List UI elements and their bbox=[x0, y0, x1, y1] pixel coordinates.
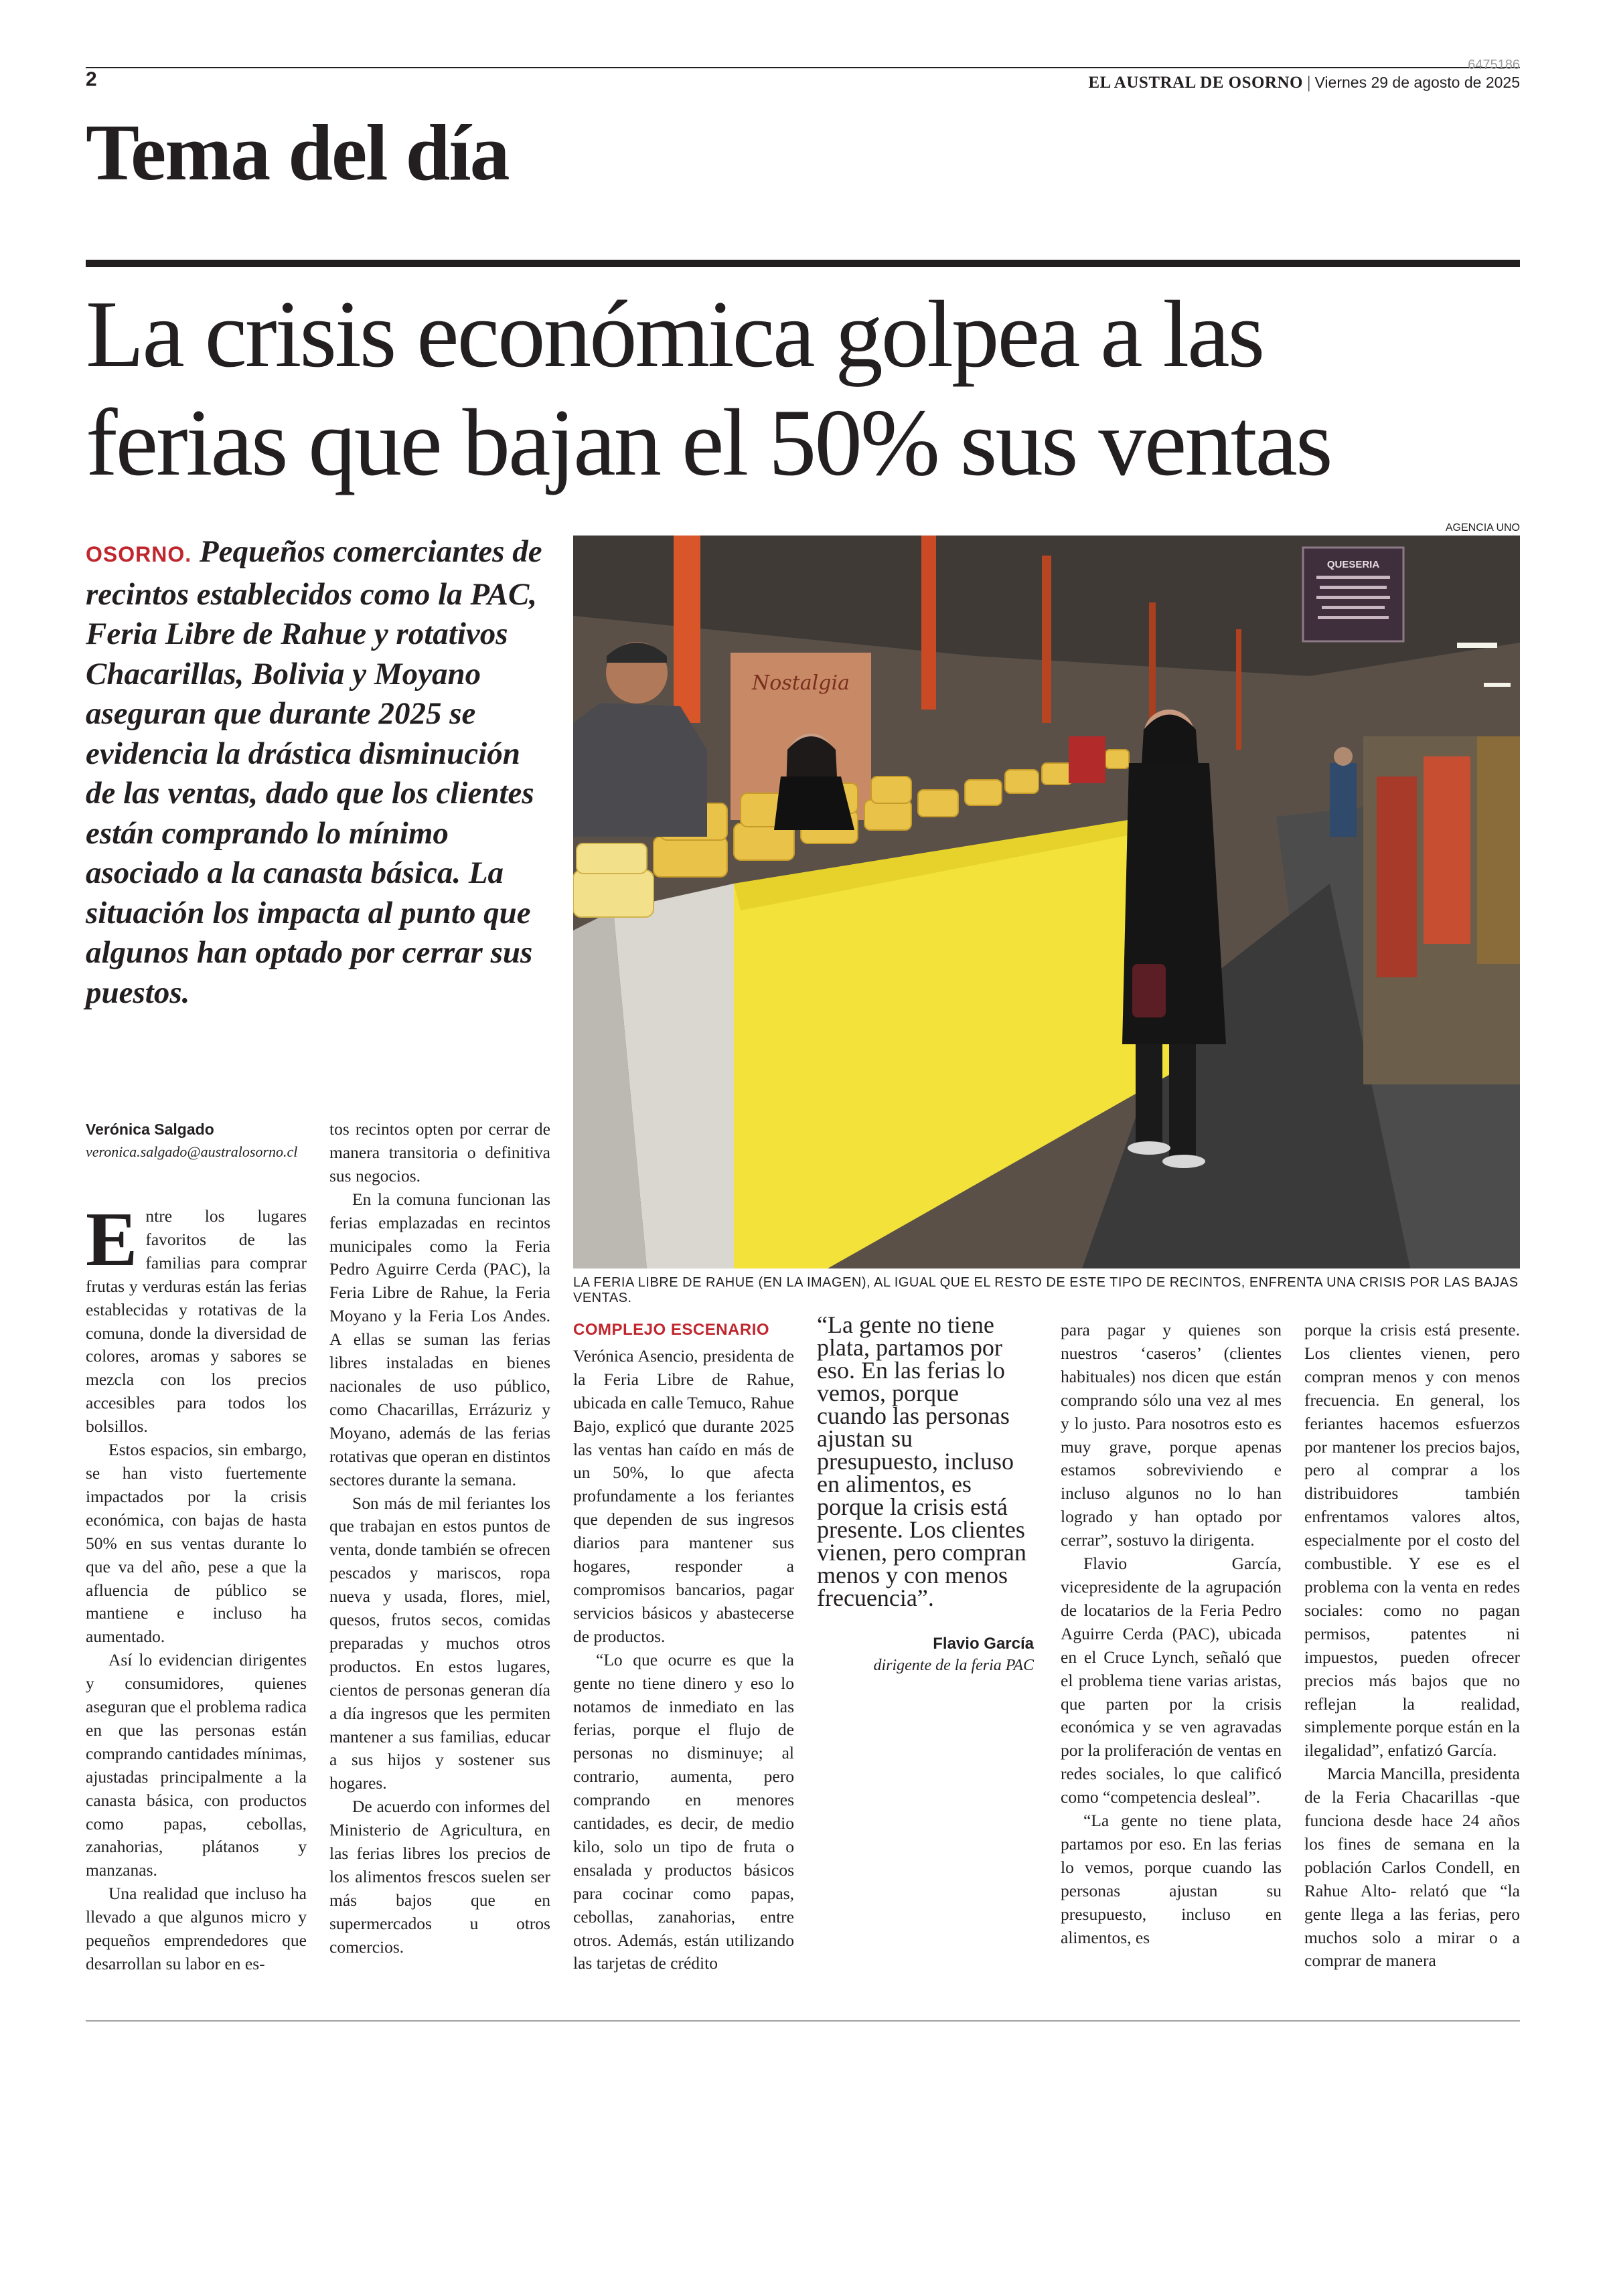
paragraph: Entre los lugares favoritos de las familias para comprar frutas y verduras están las ferias establecidas y rotativas de la comuna, donde la diversidad de colores, aromas y sabores se mezcla con los precios accesibles para todos los bolsillos. bbox=[86, 1197, 307, 1437]
pull-quote: “La gente no tiene plata, partamos por eso. En las ferias lo vemos, porque cuando las personas ajustan su presupuesto, incluso en alimentos, es porque la crisis está presente. Los clientes vienen, pero compran menos y con menos frecuencia”. bbox=[817, 1311, 1026, 1611]
paragraph: Son más de mil feriantes los que trabajan en estos puntos de venta, donde también se ofrecen pescados y mariscos, ropa nueva y usada, flores, miel, quesos, frutos secos, comidas preparadas y muchos otros productos. En estos lugares, cientos de personas generan día a día ingresos que les permiten mantener a sus familias, educar a sus hijos y sostener sus hogares. bbox=[329, 1493, 550, 1793]
market-photo bbox=[573, 536, 1520, 1268]
header-rule bbox=[86, 67, 1520, 68]
paragraph: De acuerdo con informes del Ministerio de Agricultura, en las ferias libres los precios de los alimentos frescos suelen ser más bajos que en supermercados u otros comercios. bbox=[329, 1797, 550, 1957]
paragraph: “La gente no tiene plata, partamos por eso. En las ferias lo vemos, porque cuando las personas ajustan su presupuesto, incluso en alimentos, es bbox=[1061, 1811, 1282, 1947]
headline bbox=[86, 280, 1532, 497]
paragraph: porque la crisis está presente. Los clientes vienen, pero compran menos y con menos frecuencia. En general, los feriantes hacemos esfuerzos por mantener los precios bajos, pero al comprar a los distribuidores también enfrentamos valores altos, especialmente por el costo del combustible. Y ese es el problema con la venta en redes sociales: como no pagan permisos, patentes ni impuestos, pueden ofrecer precios más bajos que no reflejan la realidad, simplemente porque están en la ilegalidad”, enfatizó García. bbox=[1304, 1320, 1520, 1760]
headline-line-1: La crisis económica golpea a las bbox=[86, 281, 1264, 387]
body-column-5 bbox=[1061, 1319, 1282, 1949]
photo-caption: LA FERIA LIBRE DE RAHUE (EN LA IMAGEN), AL IGUAL QUE EL RESTO DE ESTE TIPO DE RECINTOS, ENFRENTA UNA CRISIS POR LAS BAJAS VENTAS. bbox=[573, 1275, 1519, 1305]
separator: | bbox=[1307, 74, 1315, 92]
headline-line-2: ferias que bajan el 50% sus ventas bbox=[86, 390, 1331, 495]
photo-sign-queseria: QUESERIA bbox=[1326, 559, 1380, 570]
paragraph: Verónica Asencio, presidenta de la Feria Libre de Rahue, ubicada en calle Temuco, Rahue Bajo, explicó que durante 2025 las ventas han caído en más de un 50%, lo que afecta profundamente a los feriantes que dependen de sus ingresos diarios para mantener sus hogares, responder a compromisos bancarios, pagar servicios básicos y abastecerse de productos. bbox=[573, 1345, 794, 1646]
publication-date: Viernes 29 de agosto de 2025 bbox=[1314, 74, 1520, 91]
paragraph: “Lo que ocurre es que la gente no tiene dinero y eso lo notamos de inmediato en las ferias, porque el flujo de personas no disminuye; al contrario, aumenta, pero comprando en menores cantidades, es decir, de medio kilo, solo un tipo de fruta o ensalada y productos básicos para cocinar como papas, cebollas, zanahorias, entre otros. Además, están utilizando las tarjetas de crédito bbox=[573, 1649, 794, 1973]
paragraph: Así lo evidencian dirigentes y consumidores, quienes aseguran que el problema radica en que las personas están comprando cantidades mínimas, ajustadas principalmente a la canasta básica, con productos como papas, cebollas, zanahorias, plátanos y manzanas. bbox=[86, 1650, 307, 1880]
byline bbox=[86, 1118, 307, 1163]
body-column-6 bbox=[1304, 1319, 1520, 1973]
drop-cap: E bbox=[86, 1197, 138, 1283]
section-rule bbox=[86, 260, 1520, 267]
paragraph: Estos espacios, sin embargo, se han visto fuertemente impactados por la crisis económica, con bajas de hasta 50% en sus ventas durante lo que va del año, pese a que la afluencia de público se mantiene e incluso ha aumentado. bbox=[86, 1440, 307, 1647]
paragraph: Marcia Mancilla, presidenta de la Feria Chacarillas -que funciona desde hace 24 años los fines de semana en la población Carlos Condell, en Rahue Alto- relató que “la gente llega a las ferias, pero muchos solo a mirar o a comprar de manera bbox=[1304, 1764, 1520, 1971]
quote-author-name: Flavio García bbox=[933, 1635, 1034, 1653]
publication-name: EL AUSTRAL DE OSORNO bbox=[1088, 74, 1303, 92]
paragraph: Flavio García, vicepresidente de la agrupación de locatarios de la Feria Pedro Aguirre Cerda (PAC), ubicada en el Cruce Lynch, señaló que el problema tiene varias aristas, que parten por la crisis económica y se ven agravadas por la proliferación de ventas en redes sociales, lo que calificó como “competencia desleal”. bbox=[1061, 1554, 1282, 1807]
quote-author-role: dirigente de la feria PAC bbox=[873, 1657, 1034, 1674]
author-name: Verónica Salgado bbox=[86, 1121, 214, 1138]
paragraph: para pagar y quienes son nuestros ‘caseros’ (clientes habituales) nos dicen que están comprando sólo una vez al mes y lo justo. Para nosotros esto es muy grave, porque apenas estamos sobreviviendo e incluso algunos no lo han logrado y han optado por cerrar”, sostuvo la dirigenta. bbox=[1061, 1320, 1282, 1550]
section-title: Tema del día bbox=[86, 108, 509, 197]
lede-location: OSORNO. bbox=[86, 542, 192, 566]
author-email: veronica.salgado@australosorno.cl bbox=[86, 1143, 298, 1160]
lede bbox=[86, 532, 554, 1013]
lede-text: Pequeños comerciantes de recintos establecidos como la PAC, Feria Libre de Rahue y rotativos Chacarillas, Bolivia y Moyano aseguran que durante 2025 se evidencia la drástica disminución de las ventas, dado que los clientes están comprando lo mínimo asociado a la canasta básica. La situación los impacta al punto que algunos han optado por cerrar sus puestos. bbox=[86, 534, 542, 1010]
publication-line bbox=[1088, 74, 1520, 92]
pull-quote-attribution bbox=[817, 1633, 1034, 1676]
paragraph: En la comuna funcionan las ferias emplazadas en recintos municipales como la Feria Pedro Aguirre Cerda (PAC), la Feria Libre de Rahue, la Feria Moyano y la Feria Los Andes. A ellas se suman las ferias libres instaladas en bienes nacionales de uso público, como Chacarillas, Errázuriz y Moyano, además de las ferias rotativas que operan en distintos sectores durante la semana. bbox=[329, 1189, 551, 1489]
photo-sign-nostalgia: Nostalgia bbox=[752, 671, 850, 695]
body-column-3 bbox=[573, 1319, 794, 1975]
body-column-1 bbox=[86, 1197, 307, 1976]
page-code: 6475186 bbox=[1468, 58, 1520, 72]
photo-credit: AGENCIA UNO bbox=[1445, 522, 1520, 534]
paragraph: Una realidad que incluso ha llevado a que algunos micro y pequeños emprendedores que desarrollan su labor en es- bbox=[86, 1884, 307, 1973]
subheading: COMPLEJO ESCENARIO bbox=[573, 1321, 770, 1339]
body-column-2 bbox=[329, 1118, 550, 1959]
page-number: 2 bbox=[86, 68, 97, 90]
paragraph: tos recintos opten por cerrar de manera transitoria o definitiva sus negocios. bbox=[329, 1119, 550, 1185]
footer-rule bbox=[86, 2020, 1520, 2022]
